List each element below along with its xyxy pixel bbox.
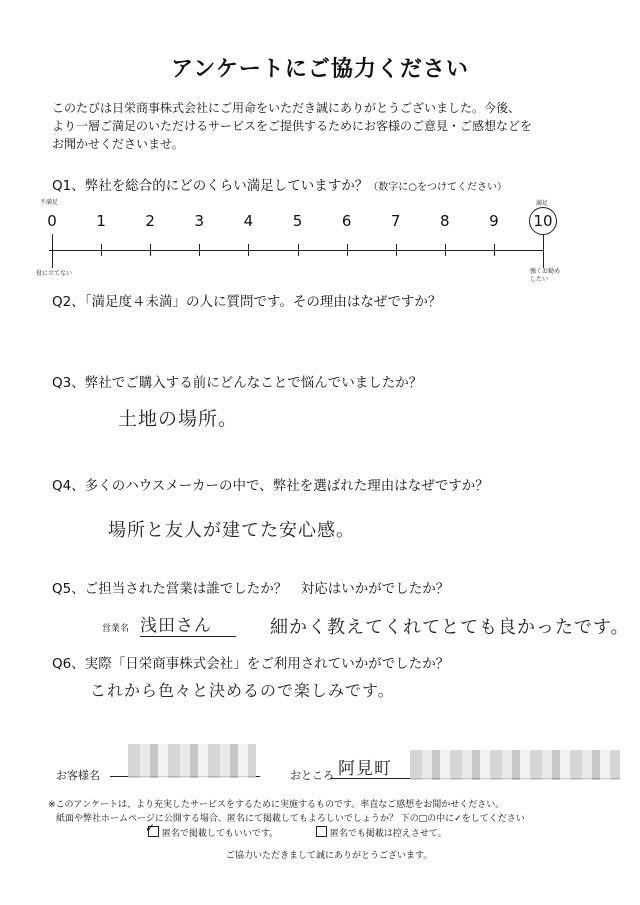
scale-number-1[interactable]: 1	[96, 212, 106, 230]
scale-number-0[interactable]: 0	[47, 212, 57, 230]
address-redacted	[410, 750, 620, 780]
option-anonymous-ok	[145, 821, 279, 839]
scale-left-bottom-label: 役に立てない	[36, 270, 73, 277]
scale-number-3[interactable]: 3	[194, 212, 205, 230]
intro-line: より一層ご満足のいただけるサービスをご提供するためにお客様のご意見・ご感想などを	[52, 119, 533, 133]
address-label: おところ	[290, 769, 334, 782]
scale-number-2[interactable]: 2	[145, 212, 155, 230]
scale-tick	[52, 234, 53, 268]
checkbox-unchecked[interactable]	[316, 826, 327, 837]
scale-number-10[interactable]: 10	[529, 207, 557, 235]
answer-3: 土地の場所。	[118, 408, 239, 430]
scale-number-8[interactable]: 8	[440, 212, 450, 230]
scale-number-9[interactable]: 9	[489, 212, 499, 230]
checkbox-checked[interactable]	[145, 821, 159, 837]
option-decline-label: 匿名でも掲載は控えさせて。	[329, 829, 447, 839]
answer-6: これから色々と決めるので楽しみです。	[90, 681, 395, 700]
question-4: Q4、多くのハウスメーカーの中で、弊社を選ばれた理由はなぜですか？	[52, 478, 489, 494]
scale-number-5[interactable]: 5	[292, 212, 303, 230]
answer-4: 場所と友人が建てた安心感。	[108, 520, 355, 541]
question-1	[52, 174, 507, 194]
scale-right-top-label: 満足	[536, 200, 549, 207]
scale-number-6[interactable]: 6	[341, 212, 352, 230]
question-1-note: （数字に○をつけてください）	[368, 182, 507, 193]
question-3: Q3、弊社でご購入する前にどんなことで悩んでいましたか？	[52, 375, 423, 391]
footer-note: ※このアンケートは、より充実したサービスをするために実施するものです。率直なご感想をお聞かせください。	[48, 800, 505, 810]
answer-5: 細かく教えてくれてとても良かったです。	[270, 617, 630, 638]
option-decline	[316, 826, 447, 839]
thanks-text: ご協力いただきまして誠にありがとうございます。	[226, 851, 433, 861]
footer-publish-question: 紙面や弊社ホームページに公開する場合、匿名にて掲載してもよろしいでしょうか？ 下の□の中に✓をしてください	[56, 814, 525, 824]
page-title: アンケートにご協力ください	[171, 57, 469, 82]
scale-right-bottom-label: 強くお勧めしたい	[530, 268, 561, 283]
customer-name-label: お客様名	[56, 769, 100, 782]
customer-name-redacted	[128, 744, 256, 778]
question-6: Q6、実際「日栄商事株式会社」をご利用されていかがでしたか？	[52, 656, 450, 672]
scale-number-7[interactable]: 7	[390, 212, 401, 230]
staff-label: 営業名	[102, 624, 130, 634]
intro-text	[52, 99, 612, 153]
address-value: 阿見町	[338, 759, 392, 779]
intro-line: お聞かせくださいませ。	[52, 137, 184, 151]
intro-line: このたびは日栄商事株式会社にご用命をいただき誠にありがとうございました。今後、	[52, 101, 521, 115]
question-2: Q2、「満足度４未満」の人に質問です。その理由はなぜですか？	[52, 294, 442, 310]
staff-name: 浅田さん	[140, 611, 236, 637]
scale-tick	[543, 234, 544, 268]
scale-left-top-label: 不満足	[40, 199, 59, 206]
check-mark-icon: ✓	[145, 821, 156, 835]
satisfaction-scale	[0, 210, 640, 260]
scale-line	[49, 250, 543, 251]
option-anonymous-ok-label: 匿名で掲載してもいいです。	[161, 829, 279, 839]
scale-number-4[interactable]: 4	[243, 212, 254, 230]
question-1-text: Q1、弊社を総合的にどのくらい満足していますか？	[52, 178, 369, 194]
question-5: Q5、ご担当された営業は誰でしたか？ 対応はいかがでしたか？	[52, 581, 450, 597]
